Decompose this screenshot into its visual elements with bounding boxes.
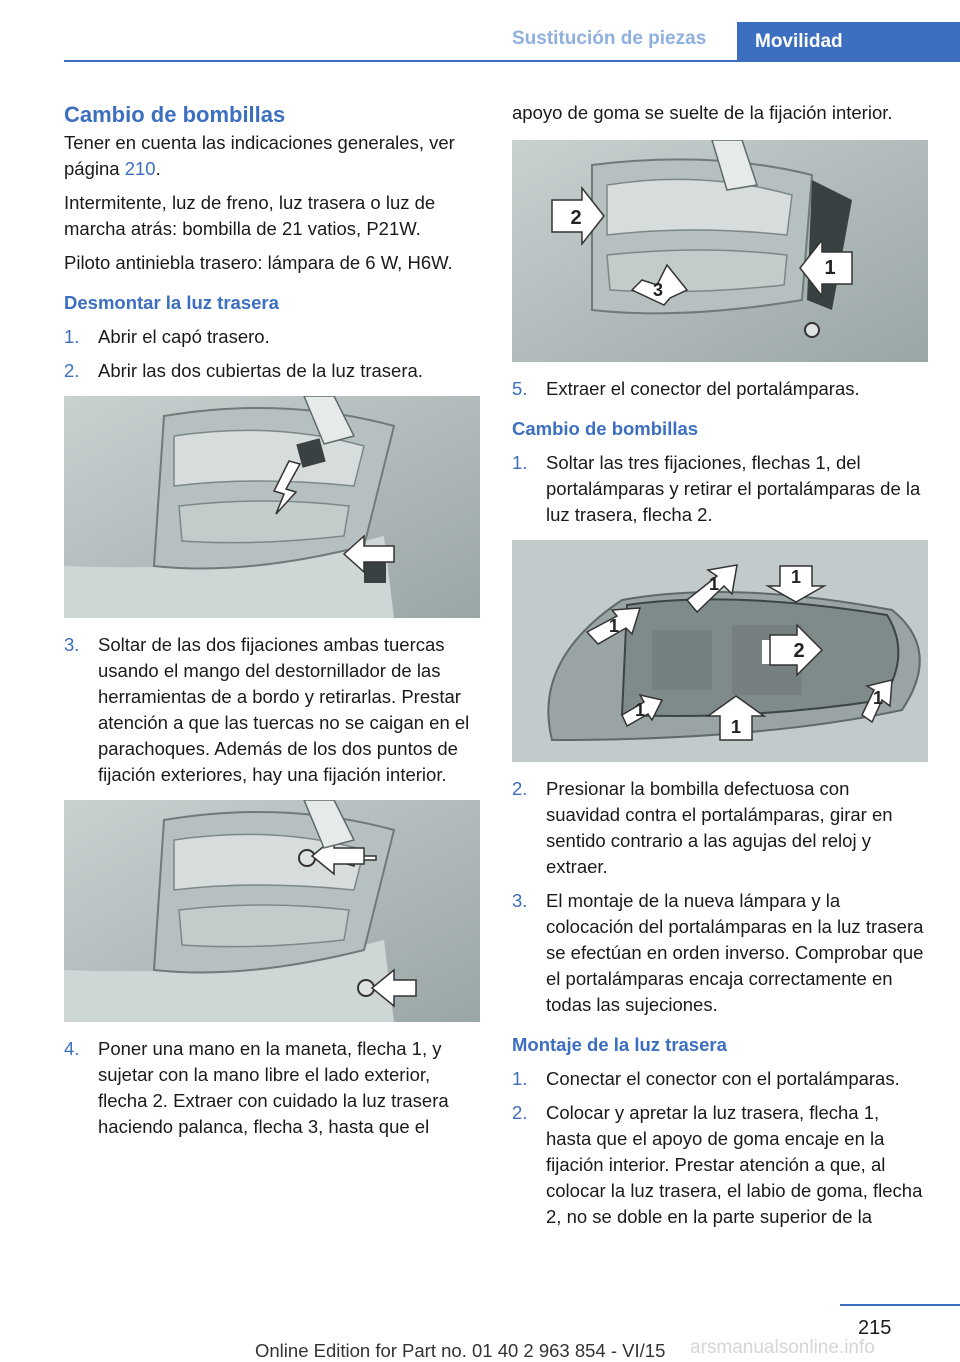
subheading-remove: Desmontar la luz trasera [64, 292, 279, 313]
step-text: Presionar la bombilla defectuosa con suavidad contra el portalámparas, girar en sentido contrario a las agujas del reloj y extraer. [546, 778, 893, 877]
header-chapter-tab[interactable]: Movilidad [737, 22, 960, 62]
fig1-label-3: 3 [652, 280, 664, 300]
right-column [512, 100, 928, 1238]
fig2-label-5: 1 [872, 688, 884, 708]
step-number: 1. [512, 452, 528, 473]
page-number: 215 [858, 1317, 892, 1339]
list-item [512, 1100, 928, 1230]
section-title: Cambio de bombillas [64, 102, 286, 127]
subheading-mount: Montaje de la luz trasera [512, 1034, 727, 1055]
page-link[interactable]: 210 [124, 158, 156, 179]
figure-open-covers [64, 396, 480, 618]
list-item [64, 632, 480, 788]
figure-nuts [64, 800, 480, 1022]
paragraph-general [64, 130, 480, 182]
list-item [64, 358, 480, 384]
step-number: 2. [512, 778, 528, 799]
left-column [64, 100, 480, 1148]
figure-lamp-holder [512, 540, 928, 762]
list-item [512, 888, 928, 1018]
list-item [512, 776, 928, 880]
step-number: 1. [512, 1068, 528, 1089]
paragraph-bulb-spec: Intermitente, luz de freno, luz trasera o luz de marcha atrás: bombilla de 21 vatios, P21W. [64, 192, 436, 239]
paragraph-general-end: . [155, 158, 161, 179]
step-text: Abrir el capó trasero. [98, 326, 270, 347]
step-text: Abrir las dos cubiertas de la luz trasera. [98, 360, 423, 381]
list-item [64, 324, 480, 350]
header-section-tab[interactable]: Sustitución de piezas [512, 28, 707, 49]
step-number: 3. [512, 890, 528, 911]
step-number: 1. [64, 326, 80, 347]
fig2-label-1: 1 [708, 574, 720, 594]
subheading-bulbs: Cambio de bombillas [512, 418, 699, 439]
fig2-label-6: 1 [634, 700, 646, 720]
watermark: arsmanualsonline.info [690, 1337, 875, 1358]
step-text: Soltar las tres fijaciones, flechas 1, del portalámparas y retirar el portalámparas de la luz trasera, flecha 2. [546, 452, 921, 525]
edition-note: Online Edition for Part no. 01 40 2 963 854 - VI/15 [255, 1340, 666, 1361]
step-number: 2. [64, 360, 80, 381]
step-text: Extraer el conector del portalámparas. [546, 378, 860, 399]
step-text: Poner una mano en la maneta, flecha 1, y sujetar con la mano libre el lado exterior, flecha 2. Extraer con cuidado la luz trasera haciendo palanca, flecha 3, hasta que el [98, 1038, 449, 1137]
fig2-label-4: 2 [793, 640, 805, 662]
step-number: 2. [512, 1102, 528, 1123]
fig1-label-1: 1 [824, 257, 836, 279]
step-text: El montaje de la nueva lámpara y la colocación del portalámparas en la luz trasera se efectúan en orden inverso. Comprobar que el portalámparas encaja correctamente en todas las sujeciones. [546, 890, 924, 1015]
step-text: Soltar de las dos fijaciones ambas tuercas usando el mango del destornillador de las herramientas de a bordo y retirarlas. Prestar atención a que las tuercas no se caigan en el parachoques. Además de los dos puntos de fijación exteriores, hay una fijación interior. [98, 634, 470, 785]
step-text: Colocar y apretar la luz trasera, flecha 1, hasta que el apoyo de goma encaje en la fijación interior. Prestar atención a que, al colocar la luz trasera, el labio de goma, flecha 2, no se doble en la parte superior de la [546, 1102, 923, 1227]
fig2-label-3: 1 [608, 616, 620, 636]
footer-rule [840, 1304, 960, 1306]
step-number: 4. [64, 1038, 80, 1059]
list-item [512, 450, 928, 528]
paragraph-fog-spec: Piloto antiniebla trasero: lámpara de 6 W, H6W. [64, 252, 453, 273]
list-item [512, 376, 928, 402]
paragraph-continued: apoyo de goma se suelte de la fijación interior. [512, 102, 893, 123]
header-rule [64, 60, 960, 62]
step-number: 3. [64, 634, 80, 655]
figure-remove-light [512, 140, 928, 362]
paragraph-general-text: Tener en cuenta las indicaciones generales, ver página [64, 132, 455, 179]
list-item [64, 1036, 480, 1140]
step-number: 5. [512, 378, 528, 399]
list-item [512, 1066, 928, 1092]
fig2-label-2: 1 [790, 567, 802, 587]
fig2-label-7: 1 [730, 717, 742, 737]
fig1-label-2: 2 [570, 207, 582, 229]
step-text: Conectar el conector con el portalámparas. [546, 1068, 900, 1089]
